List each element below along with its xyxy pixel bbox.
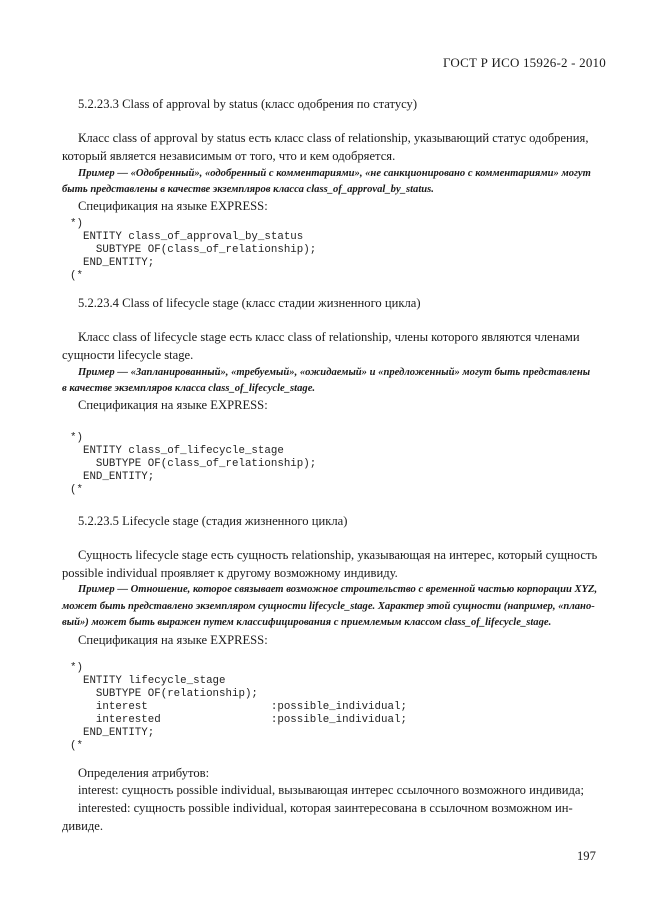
page-number: 197 (577, 849, 596, 863)
section-heading: 5.2.23.4 Class of lifecycle stage (класс стадии жизненного цикла) (78, 296, 421, 310)
example-line: Пример — «Запланированный», «требуемый», «ожидаемый» и «предложенный» могут быть представлены (78, 367, 591, 378)
paragraph-line: Класс class of lifecycle stage есть класс class of relationship, члены которого являются членами (78, 330, 580, 344)
spec-label: Спецификация на языке EXPRESS: (78, 398, 268, 412)
attribute-definition: interest: сущность possible individual, вызывающая интерес ссылочного возможного индивида; (78, 783, 584, 797)
paragraph-line: Класс class of approval by status есть класс class of relationship, указывающий статус одобрения, (78, 131, 589, 145)
attributes-title: Определения атрибутов: (78, 766, 210, 780)
example-line: быть представлены в качестве экземпляров класса class_of_approval_by_status. (62, 184, 434, 195)
spec-label: Спецификация на языке EXPRESS: (78, 199, 268, 213)
section-heading: 5.2.23.3 Class of approval by status (класс одобрения по статусу) (78, 97, 418, 111)
example-line: вый») может быть выражен путем классифицирования с приемлемым классом class_of_lifecycle_stage. (62, 617, 552, 628)
paragraph-line: который является независимым от того, что и кем одобряется. (62, 149, 396, 163)
paragraph-line: сущности lifecycle stage. (62, 348, 194, 362)
example-line: в качестве экземпляров класса class_of_lifecycle_stage. (62, 383, 316, 394)
express-code-block: *) ENTITY lifecycle_stage SUBTYPE OF(relationship); interest :possible_individual; interested :possible_individual; END_ENTITY; (* (70, 662, 407, 752)
paragraph-line: possible individual проявляет к другому возможному индивиду. (62, 566, 398, 580)
example-line: Пример — «Одобренный», «одобренный с комментариями», «не санкционировано с комментариями» могут (78, 168, 591, 179)
example-line: Пример — Отношение, которое связывает возможное строительство с временной частью корпорации XYZ, (78, 584, 598, 595)
section-heading: 5.2.23.5 Lifecycle stage (стадия жизненного цикла) (78, 514, 348, 528)
paragraph-line: Сущность lifecycle stage есть сущность relationship, указывающая на интерес, который сущность (78, 548, 598, 562)
express-code-block: *) ENTITY class_of_approval_by_status SUBTYPE OF(class_of_relationship); END_ENTITY; (* (70, 218, 317, 282)
document-header: ГОСТ Р ИСО 15926-2 - 2010 (443, 55, 606, 70)
example-line: может быть представлено экземпляром сущности lifecycle_stage. Характер этой сущности (например, «плано- (62, 601, 595, 612)
express-code-block: *) ENTITY class_of_lifecycle_stage SUBTYPE OF(class_of_relationship); END_ENTITY; (* (70, 432, 317, 496)
attribute-definition: дивиде. (62, 819, 103, 833)
spec-label: Спецификация на языке EXPRESS: (78, 633, 268, 647)
attribute-definition: interested: сущность possible individual, которая заинтересована в ссылочном возможном ин- (78, 801, 573, 815)
